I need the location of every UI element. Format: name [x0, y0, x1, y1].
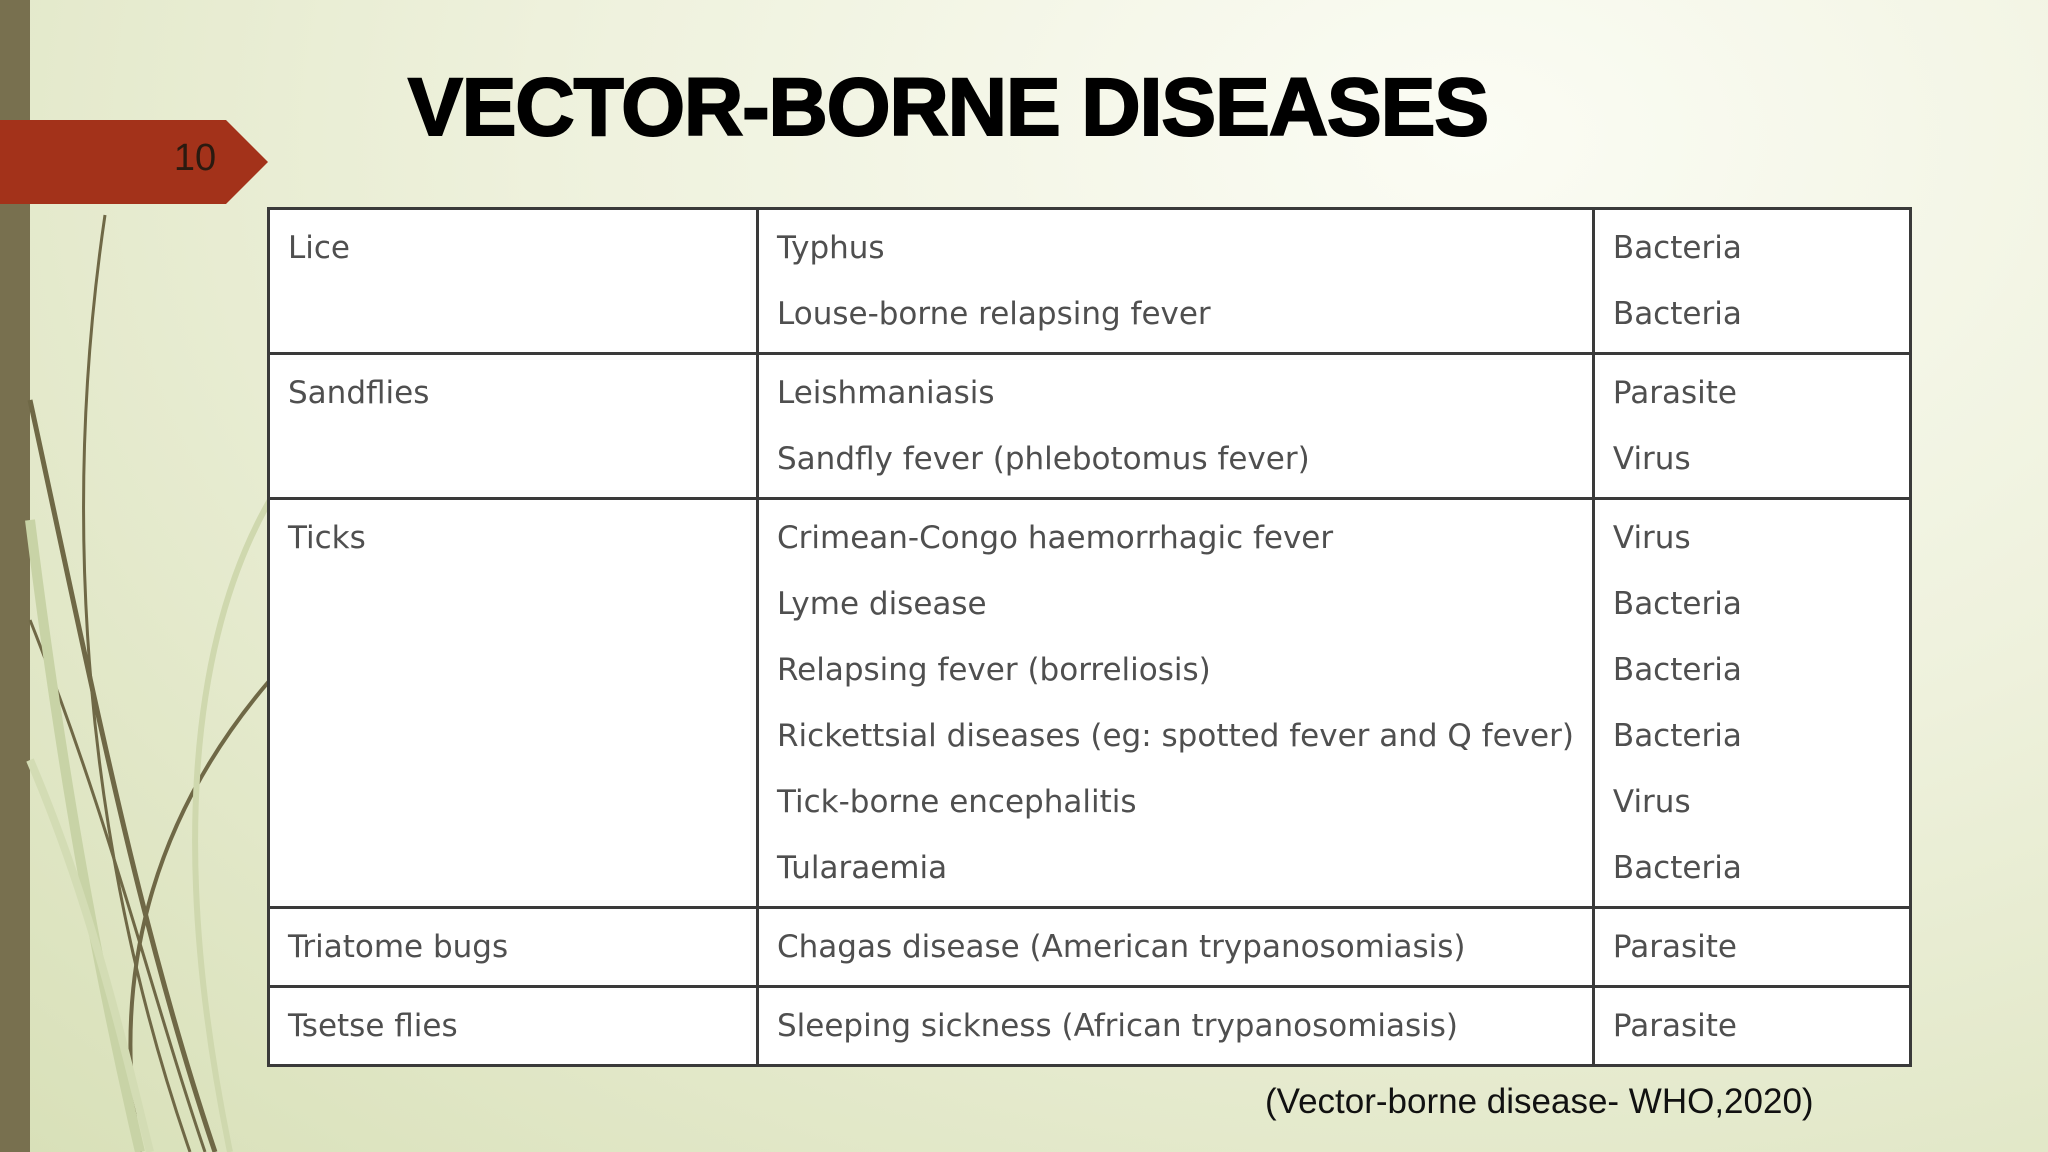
disease-name: Typhus — [777, 230, 885, 266]
table-row — [269, 354, 1911, 499]
agent-type: Bacteria — [1612, 718, 1742, 754]
disease-name: Relapsing fever (borreliosis) — [777, 652, 1211, 688]
vector-cell — [269, 354, 758, 499]
vector-name: Lice — [288, 230, 350, 266]
agent-cell — [1593, 354, 1910, 499]
agent-type: Virus — [1612, 441, 1691, 477]
disease-cell — [758, 354, 1594, 499]
agent-type: Parasite — [1612, 929, 1737, 965]
disease-name: Tick-borne encephalitis — [777, 784, 1137, 820]
table-row — [269, 987, 1911, 1066]
vector-disease-table — [267, 207, 1912, 1067]
agent-type: Virus — [1612, 784, 1691, 820]
disease-name: Sandfly fever (phlebotomus fever) — [777, 441, 1310, 477]
agent-type: Bacteria — [1612, 586, 1742, 622]
slide-number: 10 — [173, 137, 217, 179]
disease-cell — [758, 908, 1594, 987]
disease-name: Sleeping sickness (African trypanosomiasis) — [777, 1008, 1459, 1044]
disease-name: Leishmaniasis — [777, 375, 995, 411]
agent-type: Bacteria — [1612, 230, 1742, 266]
slide-title: VECTOR-BORNE DISEASES — [408, 62, 1489, 153]
disease-name: Rickettsial diseases (eg: spotted fever and Q fever) — [777, 718, 1574, 754]
vector-cell — [269, 209, 758, 354]
table-row — [269, 499, 1911, 908]
disease-name: Tularaemia — [777, 850, 948, 886]
disease-cell — [758, 209, 1594, 354]
agent-cell — [1593, 499, 1910, 908]
agent-cell — [1593, 908, 1910, 987]
vector-cell — [269, 908, 758, 987]
vector-name: Sandflies — [288, 375, 430, 411]
vector-name: Tsetse flies — [288, 1008, 458, 1044]
agent-type: Bacteria — [1612, 652, 1742, 688]
agent-cell — [1593, 987, 1910, 1066]
disease-cell — [758, 499, 1594, 908]
agent-cell — [1593, 209, 1910, 354]
vector-cell — [269, 987, 758, 1066]
table-row — [269, 209, 1911, 354]
disease-name: Crimean-Congo haemorrhagic fever — [777, 520, 1334, 556]
vector-name: Triatome bugs — [288, 929, 509, 965]
agent-type: Bacteria — [1612, 296, 1742, 332]
vector-name: Ticks — [288, 520, 366, 556]
disease-name: Chagas disease (American trypanosomiasis) — [777, 929, 1466, 965]
agent-type: Bacteria — [1612, 850, 1742, 886]
source-citation: (Vector-borne disease- WHO,2020) — [1265, 1082, 1814, 1121]
agent-type: Parasite — [1612, 375, 1737, 411]
vector-cell — [269, 499, 758, 908]
disease-name: Lyme disease — [777, 586, 987, 622]
disease-name: Louse-borne relapsing fever — [777, 296, 1211, 332]
agent-type: Virus — [1612, 520, 1691, 556]
table-row — [269, 908, 1911, 987]
agent-type: Parasite — [1612, 1008, 1737, 1044]
disease-cell — [758, 987, 1594, 1066]
